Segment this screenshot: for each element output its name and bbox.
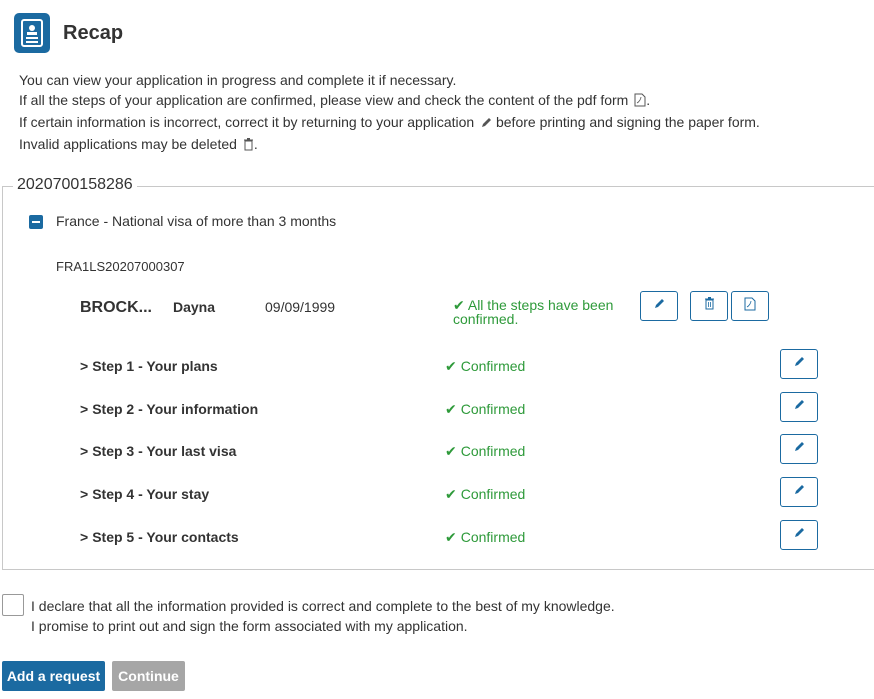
- page-header: [14, 12, 123, 54]
- chevron-right-icon: >: [80, 486, 89, 502]
- edit-step-5-button[interactable]: [780, 520, 818, 550]
- application-reference: FRA1LS20207000307: [56, 259, 185, 274]
- chevron-right-icon: >: [80, 358, 89, 374]
- trash-icon: [704, 297, 715, 315]
- check-icon: ✔: [445, 529, 457, 545]
- applicant-status: ✔ All the steps have been confirmed.: [453, 297, 614, 327]
- step-5-toggle[interactable]: > Step 5 - Your contacts: [80, 529, 239, 545]
- step-1-toggle[interactable]: > Step 1 - Your plans: [80, 358, 218, 374]
- step-4-toggle[interactable]: > Step 4 - Your stay: [80, 486, 210, 502]
- declaration-checkbox[interactable]: [2, 594, 24, 616]
- intro-line-4: Invalid applications may be deleted .: [19, 134, 760, 156]
- step-3-toggle[interactable]: > Step 3 - Your last visa: [80, 443, 237, 459]
- add-request-button[interactable]: Add a request: [2, 661, 105, 691]
- edit-step-3-button[interactable]: [780, 434, 818, 464]
- intro-line-3: If certain information is incorrect, correct it by returning to your application before printing and signing the paper form.: [19, 112, 760, 134]
- check-icon: ✔: [445, 358, 457, 374]
- edit-step-2-button[interactable]: [780, 392, 818, 422]
- declaration-text: I declare that all the information provided is correct and complete to the best of my knowledge. I promise to print out and sign the form associated with my application.: [31, 598, 615, 634]
- edit-step-1-button[interactable]: [780, 349, 818, 379]
- check-icon: ✔: [453, 297, 465, 313]
- step-2-status: ✔ Confirmed: [445, 401, 526, 417]
- application-panel: [2, 176, 874, 570]
- view-pdf-button[interactable]: [731, 291, 769, 321]
- pencil-icon: [793, 440, 805, 458]
- applicant-surname: BROCK...: [80, 299, 152, 316]
- step-4-status: ✔ Confirmed: [445, 486, 526, 502]
- applicant-first-name: Dayna: [173, 299, 216, 315]
- collapse-minus-icon[interactable]: [29, 215, 43, 229]
- pdf-icon: [744, 297, 756, 316]
- recap-document-icon: [14, 13, 50, 53]
- applicant-date-of-birth: 09/09/1999: [265, 299, 336, 315]
- intro-line-2: If all the steps of your application are confirmed, please view and check the content of the pdf form .: [19, 90, 760, 112]
- delete-application-button[interactable]: [690, 291, 728, 321]
- intro-text: [19, 70, 760, 156]
- chevron-right-icon: >: [80, 401, 89, 417]
- step-3-status: ✔ Confirmed: [445, 443, 526, 459]
- step-5-status: ✔ Confirmed: [445, 529, 526, 545]
- trash-icon: [243, 136, 254, 156]
- check-icon: ✔: [445, 401, 457, 417]
- pencil-icon: [793, 398, 805, 416]
- application-number: 2020700158286: [13, 176, 137, 194]
- step-1-status: ✔ Confirmed: [445, 358, 526, 374]
- pencil-icon: [793, 483, 805, 501]
- chevron-right-icon: >: [80, 529, 89, 545]
- visa-type-title: France - National visa of more than 3 months: [56, 213, 337, 229]
- pencil-icon: [480, 114, 492, 134]
- check-icon: ✔: [445, 443, 457, 459]
- edit-application-button[interactable]: [640, 291, 678, 321]
- pdf-icon: [634, 92, 646, 112]
- step-2-toggle[interactable]: > Step 2 - Your information: [80, 401, 259, 417]
- page-title: Recap: [63, 21, 124, 44]
- check-icon: ✔: [445, 486, 457, 502]
- edit-step-4-button[interactable]: [780, 477, 818, 507]
- intro-line-1: You can view your application in progress and complete it if necessary.: [19, 72, 457, 88]
- pencil-icon: [653, 297, 665, 315]
- pencil-icon: [793, 355, 805, 373]
- continue-button[interactable]: Continue: [112, 661, 185, 691]
- pencil-icon: [793, 526, 805, 544]
- chevron-right-icon: >: [80, 443, 89, 459]
